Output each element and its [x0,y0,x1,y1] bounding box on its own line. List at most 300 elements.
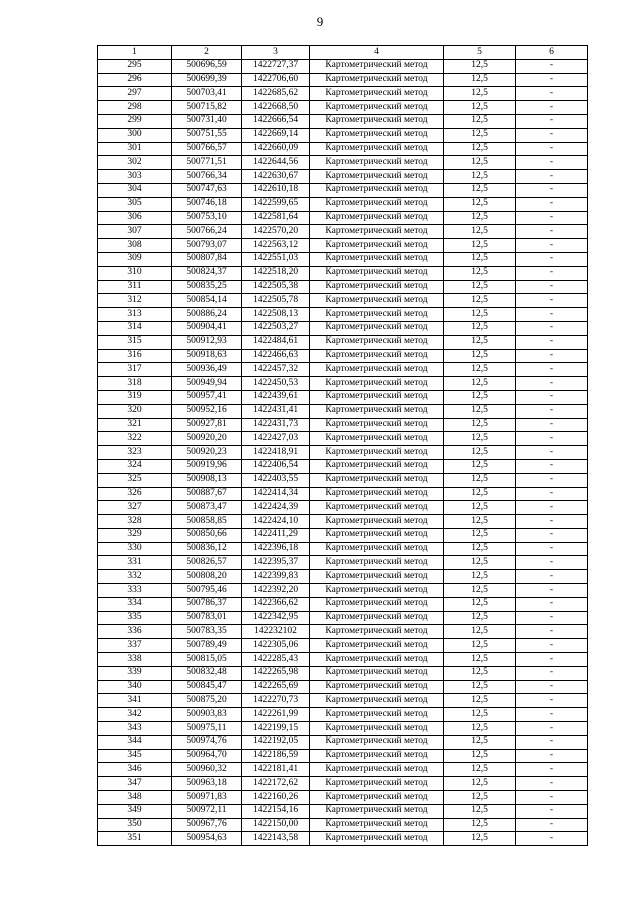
table-body [98,59,588,845]
table-row [98,197,588,211]
point-number-cell: 335 [98,611,172,625]
point-number-cell: 341 [98,694,172,708]
note-cell: - [516,694,588,708]
point-number-cell: 320 [98,404,172,418]
table-row [98,294,588,308]
accuracy-cell: 12,5 [444,763,516,777]
x-coordinate-cell: 500972,11 [172,804,242,818]
column-header-2: 2 [172,46,242,60]
x-coordinate-cell: 500771,51 [172,156,242,170]
accuracy-cell: 12,5 [444,128,516,142]
table-row [98,611,588,625]
note-cell: - [516,308,588,322]
x-coordinate-cell: 500715,82 [172,101,242,115]
accuracy-cell: 12,5 [444,804,516,818]
x-coordinate-cell: 500766,57 [172,142,242,156]
accuracy-cell: 12,5 [444,404,516,418]
y-coordinate-cell: 1422395,37 [242,556,310,570]
table-row [98,349,588,363]
point-number-cell: 328 [98,515,172,529]
y-coordinate-cell: 1422424,10 [242,515,310,529]
note-cell: - [516,625,588,639]
table-row [98,114,588,128]
method-cell: Картометрический метод [310,377,444,391]
method-cell: Картометрический метод [310,487,444,501]
accuracy-cell: 12,5 [444,625,516,639]
method-cell: Картометрический метод [310,611,444,625]
point-number-cell: 307 [98,225,172,239]
method-cell: Картометрический метод [310,791,444,805]
point-number-cell: 343 [98,722,172,736]
point-number-cell: 347 [98,777,172,791]
point-number-cell: 336 [98,625,172,639]
method-cell: Картометрический метод [310,501,444,515]
point-number-cell: 312 [98,294,172,308]
accuracy-cell: 12,5 [444,183,516,197]
x-coordinate-cell: 500795,46 [172,584,242,598]
method-cell: Картометрический метод [310,528,444,542]
note-cell: - [516,832,588,846]
point-number-cell: 314 [98,321,172,335]
point-number-cell: 296 [98,73,172,87]
table-row [98,335,588,349]
x-coordinate-cell: 500747,63 [172,183,242,197]
method-cell: Картометрический метод [310,639,444,653]
table-row [98,542,588,556]
x-coordinate-cell: 500927,81 [172,418,242,432]
accuracy-cell: 12,5 [444,114,516,128]
point-number-cell: 344 [98,735,172,749]
table-row [98,446,588,460]
x-coordinate-cell: 500974,76 [172,735,242,749]
note-cell: - [516,404,588,418]
table-row [98,183,588,197]
x-coordinate-cell: 500815,05 [172,653,242,667]
y-coordinate-cell: 1422150,00 [242,818,310,832]
point-number-cell: 340 [98,680,172,694]
point-number-cell: 349 [98,804,172,818]
method-cell: Картометрический метод [310,653,444,667]
x-coordinate-cell: 500845,47 [172,680,242,694]
x-coordinate-cell: 500904,41 [172,321,242,335]
y-coordinate-cell: 1422199,15 [242,722,310,736]
accuracy-cell: 12,5 [444,487,516,501]
y-coordinate-cell: 1422270,73 [242,694,310,708]
y-coordinate-cell: 1422660,09 [242,142,310,156]
method-cell: Картометрический метод [310,432,444,446]
y-coordinate-cell: 1422570,20 [242,225,310,239]
accuracy-cell: 12,5 [444,363,516,377]
x-coordinate-cell: 500753,10 [172,211,242,225]
x-coordinate-cell: 500854,14 [172,294,242,308]
note-cell: - [516,708,588,722]
accuracy-cell: 12,5 [444,446,516,460]
method-cell: Картометрический метод [310,252,444,266]
accuracy-cell: 12,5 [444,777,516,791]
y-coordinate-cell: 1422154,16 [242,804,310,818]
note-cell: - [516,570,588,584]
y-coordinate-cell: 1422563,12 [242,239,310,253]
y-coordinate-cell: 1422265,98 [242,666,310,680]
x-coordinate-cell: 500954,63 [172,832,242,846]
table-row [98,252,588,266]
y-coordinate-cell: 1422285,43 [242,653,310,667]
note-cell: - [516,722,588,736]
point-number-cell: 339 [98,666,172,680]
accuracy-cell: 12,5 [444,501,516,515]
method-cell: Картометрический метод [310,722,444,736]
x-coordinate-cell: 500783,35 [172,625,242,639]
y-coordinate-cell: 1422668,50 [242,101,310,115]
table-row [98,515,588,529]
note-cell: - [516,321,588,335]
y-coordinate-cell: 1422424,39 [242,501,310,515]
table-row [98,459,588,473]
method-cell: Картометрический метод [310,625,444,639]
y-coordinate-cell: 1422431,41 [242,404,310,418]
x-coordinate-cell: 500850,66 [172,528,242,542]
table-row [98,501,588,515]
accuracy-cell: 12,5 [444,197,516,211]
point-number-cell: 322 [98,432,172,446]
page-number: 9 [316,14,324,29]
column-header-6: 6 [516,46,588,60]
note-cell: - [516,183,588,197]
x-coordinate-cell: 500835,25 [172,280,242,294]
point-number-cell: 298 [98,101,172,115]
note-cell: - [516,252,588,266]
accuracy-cell: 12,5 [444,170,516,184]
y-coordinate-cell: 1422685,62 [242,87,310,101]
y-coordinate-cell: 1422457,32 [242,363,310,377]
table-row [98,570,588,584]
method-cell: Картометрический метод [310,832,444,846]
x-coordinate-cell: 500903,83 [172,708,242,722]
note-cell: - [516,114,588,128]
method-cell: Картометрический метод [310,570,444,584]
x-coordinate-cell: 500886,24 [172,308,242,322]
note-cell: - [516,653,588,667]
accuracy-cell: 12,5 [444,528,516,542]
table-row [98,708,588,722]
method-cell: Картометрический метод [310,708,444,722]
y-coordinate-cell: 1422669,14 [242,128,310,142]
note-cell: - [516,73,588,87]
accuracy-cell: 12,5 [444,432,516,446]
x-coordinate-cell: 500964,70 [172,749,242,763]
note-cell: - [516,777,588,791]
note-cell: - [516,804,588,818]
method-cell: Картометрический метод [310,280,444,294]
y-coordinate-cell: 1422450,53 [242,377,310,391]
point-number-cell: 321 [98,418,172,432]
note-cell: - [516,749,588,763]
y-coordinate-cell: 1422414,34 [242,487,310,501]
method-cell: Картометрический метод [310,266,444,280]
point-number-cell: 326 [98,487,172,501]
point-number-cell: 346 [98,763,172,777]
point-number-cell: 311 [98,280,172,294]
y-coordinate-cell: 1422160,26 [242,791,310,805]
method-cell: Картометрический метод [310,225,444,239]
method-cell: Картометрический метод [310,321,444,335]
y-coordinate-cell: 1422186,59 [242,749,310,763]
y-coordinate-cell: 1422411,29 [242,528,310,542]
note-cell: - [516,542,588,556]
point-number-cell: 333 [98,584,172,598]
note-cell: - [516,377,588,391]
table-row [98,321,588,335]
x-coordinate-cell: 500746,18 [172,197,242,211]
note-cell: - [516,349,588,363]
table-row [98,101,588,115]
note-cell: - [516,735,588,749]
x-coordinate-cell: 500887,67 [172,487,242,501]
table-row [98,556,588,570]
table-row [98,804,588,818]
accuracy-cell: 12,5 [444,708,516,722]
y-coordinate-cell: 1422172,62 [242,777,310,791]
y-coordinate-cell: 1422399,83 [242,570,310,584]
y-coordinate-cell: 1422439,61 [242,390,310,404]
note-cell: - [516,473,588,487]
x-coordinate-cell: 500967,76 [172,818,242,832]
accuracy-cell: 12,5 [444,832,516,846]
y-coordinate-cell: 1422551,03 [242,252,310,266]
method-cell: Картометрический метод [310,142,444,156]
point-number-cell: 350 [98,818,172,832]
y-coordinate-cell: 1422265,69 [242,680,310,694]
table-row [98,639,588,653]
method-cell: Картометрический метод [310,73,444,87]
accuracy-cell: 12,5 [444,156,516,170]
method-cell: Картометрический метод [310,183,444,197]
accuracy-cell: 12,5 [444,308,516,322]
column-header-5: 5 [444,46,516,60]
method-cell: Картометрический метод [310,197,444,211]
method-cell: Картометрический метод [310,114,444,128]
note-cell: - [516,556,588,570]
table-row [98,625,588,639]
table-row [98,170,588,184]
point-number-cell: 304 [98,183,172,197]
table-row [98,722,588,736]
column-header-1: 1 [98,46,172,60]
y-coordinate-cell: 1422644,56 [242,156,310,170]
y-coordinate-cell: 1422366,62 [242,597,310,611]
method-cell: Картометрический метод [310,804,444,818]
accuracy-cell: 12,5 [444,639,516,653]
note-cell: - [516,280,588,294]
x-coordinate-cell: 500936,49 [172,363,242,377]
table-row [98,377,588,391]
note-cell: - [516,639,588,653]
y-coordinate-cell: 1422305,06 [242,639,310,653]
note-cell: - [516,597,588,611]
x-coordinate-cell: 500766,34 [172,170,242,184]
method-cell: Картометрический метод [310,735,444,749]
table-row [98,749,588,763]
method-cell: Картометрический метод [310,308,444,322]
point-number-cell: 324 [98,459,172,473]
accuracy-cell: 12,5 [444,597,516,611]
column-header-3: 3 [242,46,310,60]
accuracy-cell: 12,5 [444,418,516,432]
note-cell: - [516,101,588,115]
x-coordinate-cell: 500786,37 [172,597,242,611]
accuracy-cell: 12,5 [444,87,516,101]
point-number-cell: 305 [98,197,172,211]
coordinates-table [97,45,588,846]
table-row [98,680,588,694]
accuracy-cell: 12,5 [444,556,516,570]
x-coordinate-cell: 500920,23 [172,446,242,460]
accuracy-cell: 12,5 [444,239,516,253]
note-cell: - [516,87,588,101]
note-cell: - [516,680,588,694]
x-coordinate-cell: 500919,96 [172,459,242,473]
point-number-cell: 337 [98,639,172,653]
y-coordinate-cell: 1422418,91 [242,446,310,460]
note-cell: - [516,791,588,805]
note-cell: - [516,818,588,832]
accuracy-cell: 12,5 [444,818,516,832]
accuracy-cell: 12,5 [444,294,516,308]
accuracy-cell: 12,5 [444,459,516,473]
note-cell: - [516,266,588,280]
accuracy-cell: 12,5 [444,211,516,225]
point-number-cell: 303 [98,170,172,184]
y-coordinate-cell: 1422630,67 [242,170,310,184]
point-number-cell: 301 [98,142,172,156]
point-number-cell: 313 [98,308,172,322]
x-coordinate-cell: 500766,24 [172,225,242,239]
point-number-cell: 327 [98,501,172,515]
x-coordinate-cell: 500751,55 [172,128,242,142]
y-coordinate-cell: 1422342,95 [242,611,310,625]
note-cell: - [516,487,588,501]
accuracy-cell: 12,5 [444,390,516,404]
y-coordinate-cell: 1422143,58 [242,832,310,846]
accuracy-cell: 12,5 [444,542,516,556]
point-number-cell: 348 [98,791,172,805]
x-coordinate-cell: 500703,41 [172,87,242,101]
table-row [98,418,588,432]
point-number-cell: 323 [98,446,172,460]
x-coordinate-cell: 500949,94 [172,377,242,391]
point-number-cell: 300 [98,128,172,142]
table-row [98,363,588,377]
table-row [98,59,588,73]
note-cell: - [516,584,588,598]
method-cell: Картометрический метод [310,294,444,308]
x-coordinate-cell: 500957,41 [172,390,242,404]
x-coordinate-cell: 500808,20 [172,570,242,584]
point-number-cell: 330 [98,542,172,556]
x-coordinate-cell: 500696,59 [172,59,242,73]
y-coordinate-cell: 1422427,03 [242,432,310,446]
table-row [98,225,588,239]
note-cell: - [516,528,588,542]
x-coordinate-cell: 500731,40 [172,114,242,128]
x-coordinate-cell: 500699,39 [172,73,242,87]
note-cell: - [516,418,588,432]
method-cell: Картометрический метод [310,694,444,708]
y-coordinate-cell: 1422581,64 [242,211,310,225]
note-cell: - [516,611,588,625]
x-coordinate-cell: 500975,11 [172,722,242,736]
note-cell: - [516,763,588,777]
accuracy-cell: 12,5 [444,101,516,115]
table-row [98,735,588,749]
method-cell: Картометрический метод [310,556,444,570]
method-cell: Картометрический метод [310,680,444,694]
table-row [98,156,588,170]
note-cell: - [516,142,588,156]
point-number-cell: 329 [98,528,172,542]
x-coordinate-cell: 500873,47 [172,501,242,515]
point-number-cell: 309 [98,252,172,266]
note-cell: - [516,335,588,349]
accuracy-cell: 12,5 [444,280,516,294]
table-row [98,487,588,501]
note-cell: - [516,225,588,239]
point-number-cell: 297 [98,87,172,101]
table-row [98,404,588,418]
table-row [98,791,588,805]
y-coordinate-cell: 1422505,38 [242,280,310,294]
method-cell: Картометрический метод [310,170,444,184]
y-coordinate-cell: 1422431,73 [242,418,310,432]
accuracy-cell: 12,5 [444,321,516,335]
x-coordinate-cell: 500807,84 [172,252,242,266]
x-coordinate-cell: 500960,32 [172,763,242,777]
y-coordinate-cell: 1422508,13 [242,308,310,322]
method-cell: Картометрический метод [310,777,444,791]
method-cell: Картометрический метод [310,211,444,225]
table-row [98,73,588,87]
point-number-cell: 318 [98,377,172,391]
note-cell: - [516,390,588,404]
accuracy-cell: 12,5 [444,666,516,680]
y-coordinate-cell: 1422727,37 [242,59,310,73]
x-coordinate-cell: 500908,13 [172,473,242,487]
table-row [98,818,588,832]
method-cell: Картометрический метод [310,390,444,404]
column-header-4: 4 [310,46,444,60]
method-cell: Картометрический метод [310,101,444,115]
y-coordinate-cell: 1422261,99 [242,708,310,722]
point-number-cell: 338 [98,653,172,667]
table-row [98,666,588,680]
table-row [98,832,588,846]
y-coordinate-cell: 1422599,65 [242,197,310,211]
accuracy-cell: 12,5 [444,791,516,805]
table-row [98,87,588,101]
x-coordinate-cell: 500952,16 [172,404,242,418]
note-cell: - [516,515,588,529]
accuracy-cell: 12,5 [444,570,516,584]
y-coordinate-cell: 1422406,54 [242,459,310,473]
note-cell: - [516,446,588,460]
note-cell: - [516,459,588,473]
table-row [98,390,588,404]
method-cell: Картометрический метод [310,404,444,418]
point-number-cell: 325 [98,473,172,487]
table-row [98,239,588,253]
method-cell: Картометрический метод [310,156,444,170]
method-cell: Картометрический метод [310,749,444,763]
